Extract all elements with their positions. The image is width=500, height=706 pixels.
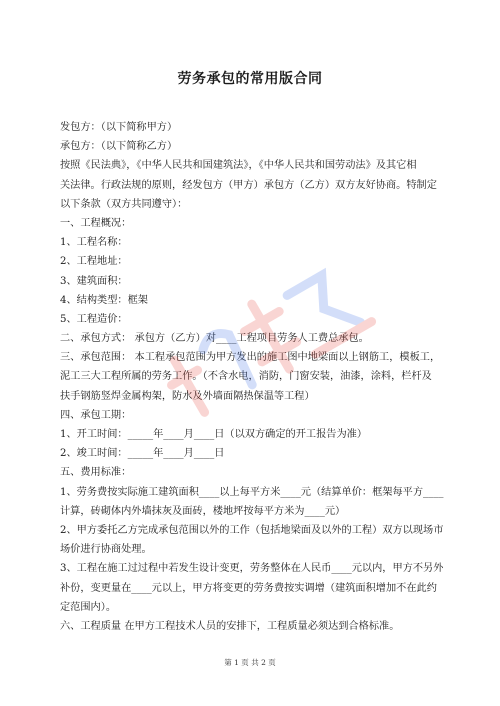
clause-line: 2、竣工时间：_____年____月____日 <box>60 448 225 460</box>
section-heading: 六、工程质量 在甲方工程技术人员的安排下，工程质量必须达到合格标准。 <box>60 620 400 632</box>
section-heading: 二、承包方式： 承包方（乙方）对____工程项目劳务人工费总承包。 <box>60 333 369 345</box>
clause-line: 按照《民法典》，《中华人民共和国建筑法》，《中华人民共和国劳动法》及其它相 <box>60 160 417 172</box>
clause-line: 承包方：（以下简称乙方） <box>60 141 178 153</box>
clause-line: 2、工程地址： <box>60 256 128 268</box>
document-body <box>60 118 444 636</box>
clause-line: 定范围内）。 <box>60 601 117 613</box>
clause-line: 场价进行协商处理。 <box>60 544 152 556</box>
clause-line: 1、劳务费按实际施工建筑面积____以上每平方米____元（结算单价：框架每平方____ <box>60 486 444 498</box>
clause-line: 5、工程造价： <box>60 313 128 325</box>
clause-line: 扶手钢筋竖焊金属构架，防水及外墙面隔热保温等工程） <box>60 390 315 402</box>
section-heading: 三、承包范围： 本工程承包范围为甲方发出的施工图中地梁面以上钢筋工，模板工， <box>60 352 441 364</box>
clause-line: 以下条款（双方共同遵守）： <box>60 198 188 210</box>
section-heading: 一、工程概况： <box>60 217 132 229</box>
clause-line: 2、甲方委托乙方完成承包范围以外的工作（包括地梁面及以外的工程）双方以现场市 <box>60 524 444 536</box>
clause-line: 3、工程在施工过过程中若发生设计变更，劳务整体在人民币____元以内，甲方不另外 <box>60 563 444 575</box>
clause-line: 泥工三大工程所属的劳务工作。（不含水电，消防，门窗安装，油漆，涂料，栏杆及 <box>60 371 432 383</box>
clause-line: 发包方：（以下简称甲方） <box>60 122 178 133</box>
clause-line: 1、开工时间：_____年____月____日（以双方确定的开工报告为准） <box>60 429 368 440</box>
section-heading: 五、费用标准： <box>60 467 132 479</box>
clause-line: 关法律。行政法规的原则，经发包方（甲方）承包方（乙方）双方友好协商。特制定 <box>60 179 437 191</box>
clause-line: 补份，变更量在____元以上，甲方将变更的劳务费按实调增（建筑面积增加不在此约 <box>60 582 437 594</box>
page-number: 第 1 页 共 2 页 <box>224 658 276 667</box>
document-title: 劳务承包的常用版合同 <box>177 71 323 87</box>
clause-line: 3、建筑面积： <box>60 275 128 287</box>
clause-line: 4、结构类型：框架 <box>60 294 148 306</box>
section-heading: 四、承包工期： <box>60 409 132 421</box>
clause-line: 计算，砖砌体内外墙抹灰及面砖，楼地坪按每平方米为____元） <box>60 505 346 517</box>
clause-line: 1、工程名称： <box>60 237 128 249</box>
